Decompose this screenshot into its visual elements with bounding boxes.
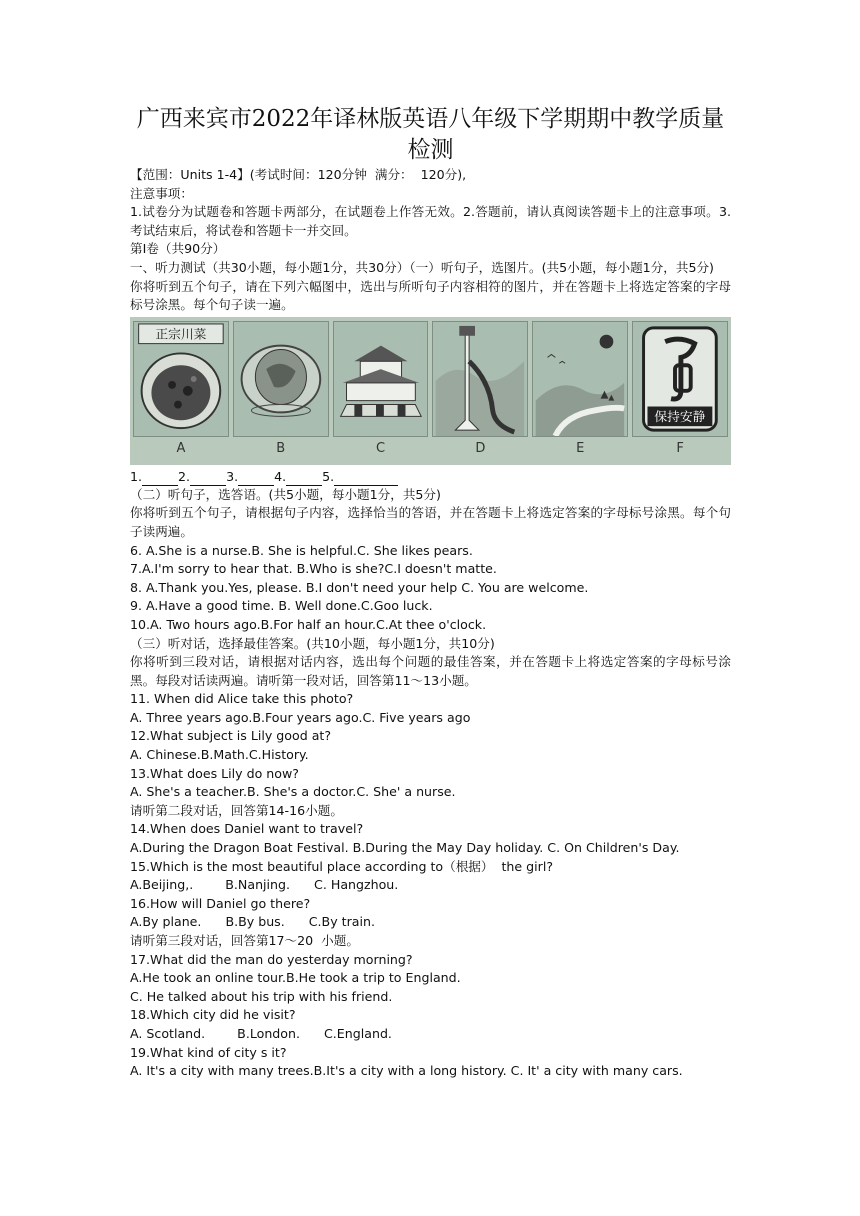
dialog-3-instruction: 请听第三段对话，回答第17～20 小题。 [130,933,359,948]
notice-label: 注意事项： [130,185,193,201]
picture-c-letter: C [376,440,386,456]
question-8: 8. A.Thank you.Yes, please. B.I don't need your help C. You are welcome. [130,579,589,595]
question-17: 17.What did the man do yesterday morning? [130,951,413,967]
question-16-options: A.By plane. B.By bus. C.By train. [130,914,375,930]
picture-f-letter: F [676,440,684,456]
globe-icon [233,321,329,437]
picture-d-letter: D [475,440,486,456]
exam-title-line1: 广西来宾市2022年译林版英语八年级下学期期中教学质量 [136,106,725,132]
picture-f-caption: 保持安静 [654,410,706,426]
question-15: 15.Which is the most beautiful place according to（根据） the girl? [130,858,554,874]
sichuan-dish-icon [133,321,229,437]
palace-icon [333,321,429,437]
picture-e-letter: E [576,440,585,456]
question-19: 19.What kind of city s it? [130,1044,287,1060]
question-14: 14.When does Daniel want to travel? [130,821,364,837]
section2-heading: （二）听句子，选答语。(共5小题，每小题1分，共5分) [130,486,441,502]
question-11-options: A. Three years ago.B.Four years ago.C. Five years ago [130,709,471,725]
question-6: 6. A.She is a nurse.B. She is helpful.C. She likes pears. [130,542,473,558]
question-18-options: A. Scotland. B.London. C.England. [130,1025,392,1041]
question-12-options: A. Chinese.B.Math.C.History. [130,747,309,763]
landscape-icon [532,321,628,437]
picture-a [133,321,229,465]
section1-heading: 一、听力测试（共30小题，每小题1分，共30分）（一）听句子，选图片。(共5小题，每小题1分，共5分) [130,259,714,275]
question-16: 16.How will Daniel go there? [130,895,311,911]
picture-c [333,321,429,465]
question-19-options: A. It's a city with many trees.B.It's a city with a long history. C. It' a city with many cars. [130,1063,683,1079]
scope-line: 【范围：Units 1-4】(考试时间：120分钟 满分： 120分), [130,167,467,182]
great-wall-icon [432,321,528,437]
picture-b-letter: B [276,440,286,456]
part1-heading: 第I卷（共90分） [130,241,226,257]
blank-4: 4. [274,468,287,484]
notice-text: 1.试卷分为试题卷和答题卡两部分，在试题卷上作答无效。2.答题前，请认真阅读答题卡上的注意事项。3.考试结束后，将试卷和答题卡一并交回。 [130,204,731,238]
picture-a-letter: A [176,440,186,456]
question-12: 12.What subject is Lily good at? [130,728,332,744]
question-17-options-ab: A.He took an online tour.B.He took a trip to England. [130,970,461,986]
question-18: 18.Which city did he visit? [130,1007,296,1023]
blank-2: 2. [178,468,191,484]
blank-5: 5. [322,468,335,484]
exam-title-line2: 检测 [407,137,454,163]
answer-blanks [130,468,731,486]
picture-f [632,321,728,465]
question-13: 13.What does Lily do now? [130,765,299,781]
question-9: 9. A.Have a good time. B. Well done.C.Goo luck. [130,598,433,614]
section3-instructions: 你将听到三段对话，请根据对话内容，选出每个问题的最佳答案，并在答题卡上将选定答案的字母标号涂黑。每段对话读两遍。请听第一段对话，回答第11～13小题。 [130,654,731,688]
picture-b [233,321,329,465]
exam-page [130,104,731,1081]
section1-instructions: 你将听到五个句子，请在下列六幅图中，选出与所听句子内容相符的图片，并在答题卡上将选定答案的字母标号涂黑。每个句子读一遍。 [130,278,731,313]
question-13-options: A. She's a teacher.B. She's a doctor.C. She' a nurse. [130,784,456,800]
picture-e [532,321,628,465]
question-10: 10.A. Two hours ago.B.For half an hour.C.At thee o'clock. [130,616,487,632]
picture-a-caption: 正宗川菜 [155,327,207,343]
question-15-options: A.Beijing,. B.Nanjing. C. Hangzhou. [130,877,399,893]
blank-1: 1. [130,468,143,484]
blank-3: 3. [226,468,239,484]
section2-instructions: 你将听到五个句子，请根据句子内容，选择恰当的答语，并在答题卡上将选定答案的字母标号涂黑。每个句子读两遍。 [130,505,731,539]
picture-d [432,321,528,465]
question-14-options: A.During the Dragon Boat Festival. B.During the May Day holiday. C. On Children's Day. [130,840,680,856]
dialog-2-instruction: 请听第二段对话，回答第14-16小题。 [130,802,343,818]
question-17-option-c: C. He talked about his trip with his friend. [130,988,393,1004]
question-7: 7.A.I'm sorry to hear that. B.Who is she?C.I doesn't matte. [130,561,497,577]
picture-strip [130,317,731,465]
question-11: 11. When did Alice take this photo? [130,691,354,707]
section3-heading: （三）听对话，选择最佳答案。(共10小题，每小题1分，共10分) [130,635,495,651]
keep-quiet-sign-icon [632,321,728,437]
